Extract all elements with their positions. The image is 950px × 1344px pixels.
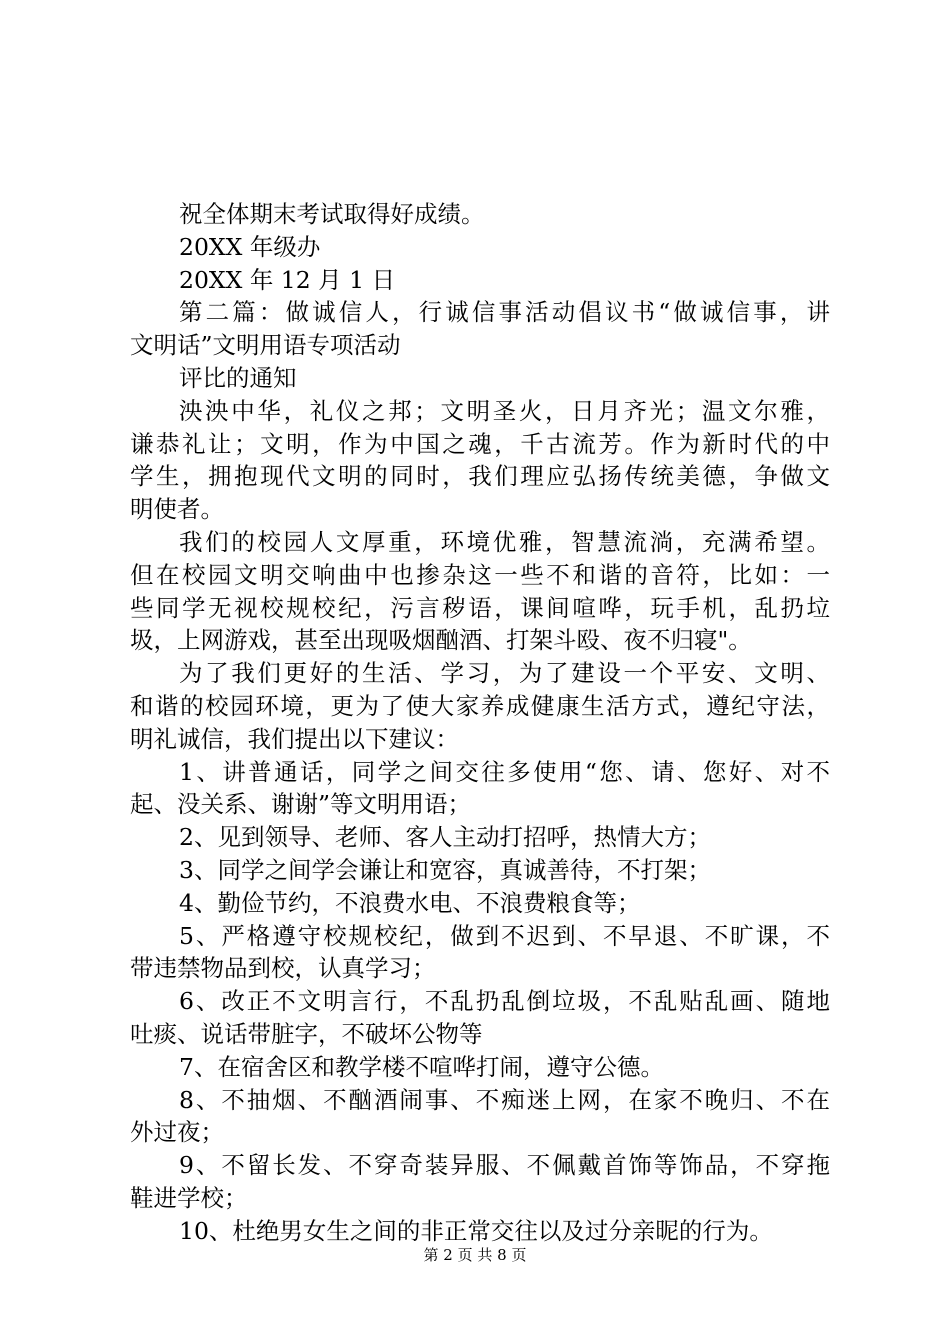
text-line: 外过夜； (130, 1118, 224, 1147)
text-line: 4、勤俭节约，不浪费水电、不浪费粮食等； (179, 888, 641, 917)
text-line: 但在校园文明交响曲中也掺杂这一些不和谐的音符，比如：一 (130, 560, 830, 589)
text-line: 明使者。 (130, 495, 224, 524)
text-line: 文明话”文明用语专项活动 (130, 331, 401, 360)
text-line: 10、杜绝男女生之间的非正常交往以及过分亲昵的行为。 (179, 1216, 773, 1245)
text-line: 8、不抽烟、不酗酒闹事、不痴迷上网，在家不晚归、不在 (179, 1085, 830, 1114)
text-line: 明礼诚信，我们提出以下建议： (130, 724, 459, 753)
text-line: 7、在宿舍区和教学楼不喧哗打闹，遵守公德。 (179, 1052, 664, 1081)
text-line: 我们的校园人文厚重，环境优雅，智慧流淌，充满希望。 (179, 527, 830, 556)
text-line: 祝全体期末考试取得好成绩。 (179, 200, 485, 228)
text-line: 6、改正不文明言行，不乱扔乱倒垃圾，不乱贴乱画、随地 (179, 987, 830, 1016)
text-line: 2、见到领导、老师、客人主动打招呼，热情大方； (179, 823, 711, 852)
text-line: 为了我们更好的生活、学习，为了建设一个平安、文明、 (179, 659, 830, 688)
text-line: 带违禁物品到校，认真学习； (130, 954, 436, 983)
text-line: 鞋进学校； (130, 1183, 248, 1212)
text-line: 1、讲普通话，同学之间交往多使用“您、请、您好、对不 (179, 757, 830, 786)
text-line: 谦恭礼让；文明，作为中国之魂，千古流芳。作为新时代的中 (130, 429, 830, 458)
text-line: 9、不留长发、不穿奇装异服、不佩戴首饰等饰品，不穿拖 (179, 1151, 830, 1180)
text-line: 20XX 年级办 (179, 232, 321, 261)
text-line: 评比的通知 (179, 363, 297, 392)
text-line: 第二篇：做诚信人，行诚信事活动倡议书“做诚信事，讲 (179, 298, 830, 327)
text-line: 吐痰、说话带脏字，不破坏公物等 (130, 1019, 483, 1048)
text-line: 和谐的校园环境，更为了使大家养成健康生活方式，遵纪守法， (130, 691, 830, 720)
text-line: 泱泱中华，礼仪之邦；文明圣火，日月齐光；温文尔雅， (179, 396, 830, 425)
text-line: 些同学无视校规校纪，污言秽语，课间喧哗，玩手机，乱扔垃 (130, 593, 830, 622)
text-line: 起、没关系、谢谢”等文明用语； (130, 790, 472, 819)
text-line: 圾，上网游戏，甚至出现吸烟酗酒、打架斗殴、夜不归寝"。 (130, 626, 752, 655)
text-line: 学生，拥抱现代文明的同时，我们理应弘扬传统美德，争做文 (130, 462, 830, 491)
text-line: 5、严格遵守校规校纪，做到不迟到、不早退、不旷课，不 (179, 921, 830, 950)
text-line: 3、同学之间学会谦让和宽容，真诚善待，不打架； (179, 855, 711, 884)
document-body (130, 198, 830, 1248)
page-footer: 第 2 页 共 8 页 (423, 1246, 527, 1264)
text-line: 20XX 年 12 月 1 日 (179, 265, 396, 294)
